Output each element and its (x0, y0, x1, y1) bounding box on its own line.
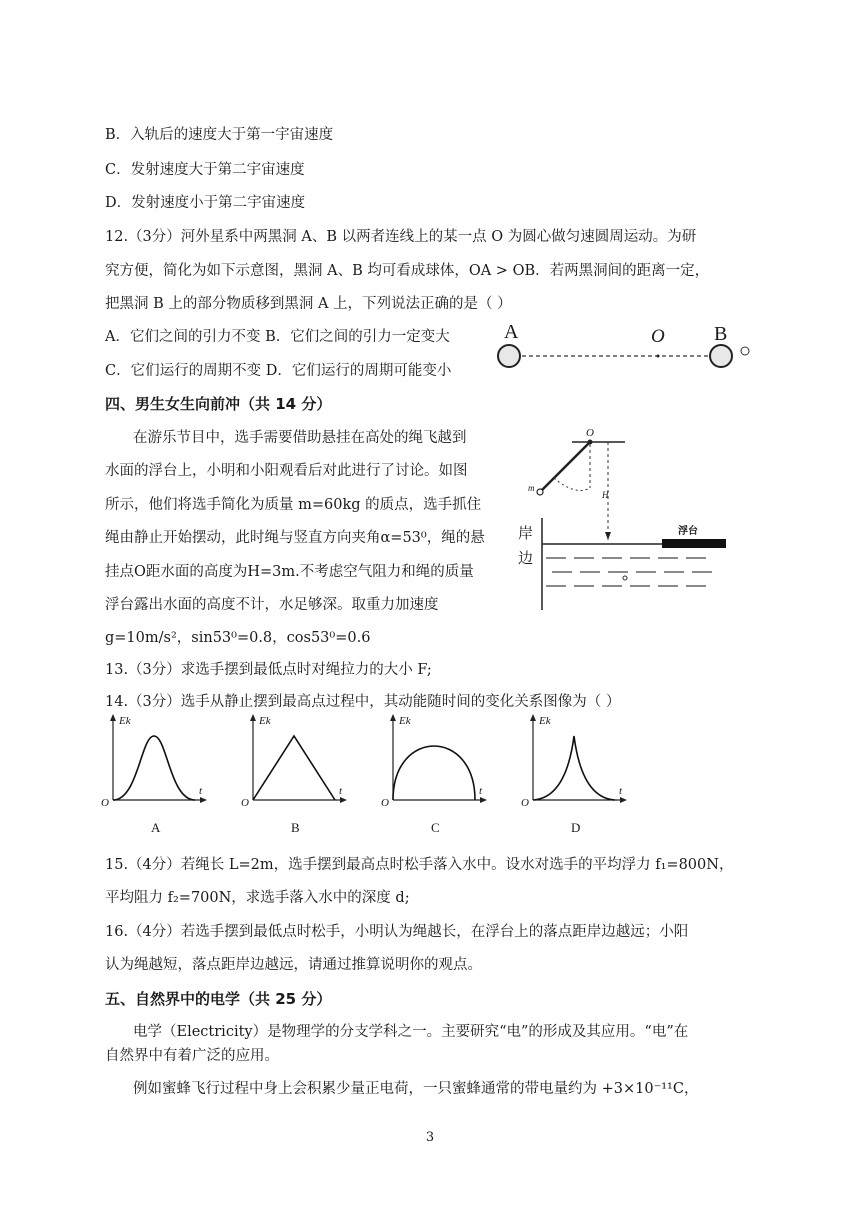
y-axis-label: Ek (119, 715, 131, 727)
sec5-paragraph-line1: 电学（Electricity）是物理学的分支学科之一。主要研究“电”的形成及其应用。“电”在 (133, 1024, 689, 1040)
section-4-title: 四、男生女生向前冲（共 14 分） (105, 395, 332, 413)
y-axis-label: Ek (539, 715, 551, 727)
label-floating-platform: 浮台 (678, 526, 698, 537)
sec4-paragraph-line1: 在游乐节目中，选手需要借助悬挂在高处的绳飞越到 (133, 430, 467, 446)
q16-line2: 认为绳越短，落点距岸边越远，请通过推算说明你的观点。 (105, 957, 482, 973)
ek-curve (393, 746, 475, 800)
q15-line2: 平均阻力 f₂=700N，求选手落入水中的深度 d; (105, 890, 410, 906)
y-axis-label: Ek (399, 715, 411, 727)
x-axis-label: t (479, 785, 483, 797)
sec4-paragraph-line2: 水面的浮台上，小明和小阳观看后对此进行了讨论。如图 (105, 463, 468, 479)
ek-curve (533, 736, 615, 800)
option-letter: D (571, 820, 581, 835)
option-letter: B (291, 820, 300, 835)
ek-graph-b (235, 708, 355, 838)
q16-line1: 16.（4分）若选手摆到最低点时松手，小明认为绳越长，在浮台上的落点距岸边越远；小阳 (105, 924, 689, 940)
q12-stem-line1: 12.（3分）河外星系中两黑洞 A、B 以两者连线上的某一点 O 为圆心做匀速圆周运动。为研 (105, 229, 697, 245)
label-shore-2: 边 (518, 551, 534, 567)
page-number: 3 (425, 1130, 435, 1145)
sec4-paragraph-line4: 绳由静止开始摆动，此时绳与竖直方向夹角α=53⁰，绳的悬 (105, 530, 485, 546)
q12-stem-line2: 究方便，简化为如下示意图，黑洞 A、B 均可看成球体，OA > OB．若两黑洞间的距离一定， (105, 263, 710, 279)
option-letter: A (151, 820, 161, 835)
sec4-paragraph-line3: 所示，他们将选手简化为质量 m=60kg 的质点，选手抓住 (105, 497, 482, 513)
x-axis-label: t (339, 785, 343, 797)
sec4-paragraph-line7: g=10m/s²，sin53⁰=0.8，cos53⁰=0.6 (105, 630, 371, 646)
ek-graph-c (375, 708, 495, 838)
floating-platform (662, 539, 726, 548)
label-h: H (602, 490, 609, 500)
ek-curve (113, 736, 195, 800)
rope (542, 442, 590, 490)
contestant-mass (537, 489, 543, 495)
swing-figure (500, 420, 740, 610)
label-o-pivot: O (586, 427, 594, 439)
ek-graph-a (95, 708, 215, 838)
ek-curve (253, 736, 335, 800)
option-letter: C (431, 820, 440, 835)
q11-option-c: C．发射速度大于第二宇宙速度 (105, 162, 305, 178)
q11-option-b: B．入轨后的速度大于第一宇宙速度 (105, 127, 334, 143)
origin-label: O (521, 797, 529, 809)
origin-label: O (381, 797, 389, 809)
label-o: O (651, 326, 665, 347)
ek-graph-options (95, 708, 655, 838)
q12-stem-line3: 把黑洞 B 上的部分物质移到黑洞 A 上，下列说法正确的是（ ） (105, 296, 512, 312)
label-a: A (504, 321, 519, 343)
section-5-title: 五、自然界中的电学（共 25 分） (105, 990, 332, 1008)
q12-options-cd: C．它们运行的周期不变 D．它们运行的周期可能变小 (105, 363, 452, 379)
x-axis-label: t (619, 785, 623, 797)
origin-label: O (241, 797, 249, 809)
black-hole-a (498, 345, 520, 367)
label-shore-1: 岸 (518, 526, 534, 542)
black-hole-figure (488, 318, 778, 378)
sec4-paragraph-line6: 浮台露出水面的高度不计，水足够深。取重力加速度 (105, 597, 439, 613)
q14: 14.（3分）选手从静止摆到最高点过程中，其动能随时间的变化关系图像为（ ） (105, 694, 621, 710)
q15-line1: 15.（4分）若绳长 L=2m，选手摆到最高点时松手落入水中。设水对选手的平均浮力 f₁=800N， (105, 857, 734, 873)
black-hole-b (710, 345, 732, 367)
sec5-paragraph-line3: 例如蜜蜂飞行过程中身上会积累少量正电荷，一只蜜蜂通常的带电量约为 +3×10⁻¹¹C， (133, 1081, 699, 1097)
label-b: B (714, 323, 728, 345)
q12-options-ab: A．它们之间的引力不变 B．它们之间的引力一定变大 (105, 329, 450, 345)
origin-label: O (101, 797, 109, 809)
sec4-paragraph-line5: 挂点O距水面的高度为H=3m.不考虑空气阻力和绳的质量 (105, 564, 474, 580)
label-m: m (528, 483, 535, 493)
sec5-paragraph-line2: 自然界中有着广泛的应用。 (105, 1048, 279, 1064)
q13: 13.（3分）求选手摆到最低点时对绳拉力的大小 F; (105, 662, 432, 678)
ek-graph-d (515, 708, 635, 838)
y-axis-label: Ek (259, 715, 271, 727)
q11-option-d: D．发射速度小于第二宇宙速度 (105, 195, 306, 211)
x-axis-label: t (199, 785, 203, 797)
